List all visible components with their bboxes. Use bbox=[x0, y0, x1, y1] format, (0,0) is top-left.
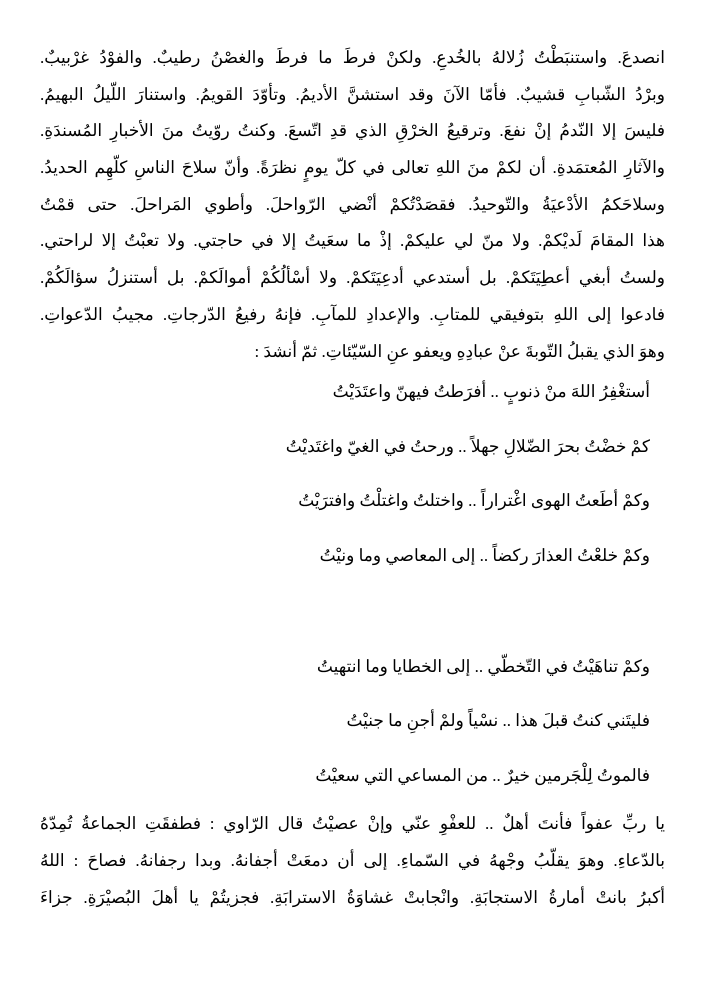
verse-line: كمْ خضْتُ بحرَ الضّلالِ جهلاً .. ورحتُ في الغيّ واغتَديْتُ bbox=[285, 436, 650, 456]
prose-line: فادعوا إلى اللهِ بتوفيقي للمتابِ. والإعدادِ للمآبِ. فإنهُ رفيعُ الدّرجاتِ. مجيبُ الدّعواتِ. bbox=[40, 304, 665, 324]
prose-line: بالدّعاءِ. وهوَ يقلّبُ وجْههُ في السّماءِ. إلى أن دمعَتْ أجفانهُ. وبدا رجفانهُ. فصاحَ : اللهُ bbox=[40, 851, 665, 871]
stanza-gap bbox=[40, 593, 665, 645]
verse-line: فليتَني كنتُ قبلَ هذا .. نسْياً ولمْ أجنِ ما جنيْتُ bbox=[346, 711, 650, 731]
prose-line: يا ربِّ عفواً فأنتَ أهلٌ .. للعفْوِ عنّي وإنْ عصيْتُ قال الرّاوي : فطفقَتِ الجماعةُ تُمِدّهُ bbox=[40, 814, 665, 834]
prose-paragraph-top bbox=[40, 40, 665, 370]
poem-stanza-1 bbox=[40, 374, 665, 592]
verse-line: وكمْ خلعْتُ العذارَ ركضاً .. إلى المعاصي وما ونيْتُ bbox=[319, 545, 650, 565]
document-page bbox=[40, 40, 665, 916]
prose-paragraph-bottom bbox=[40, 806, 665, 916]
prose-line: هذا المقامَ لَديْكمْ. ولا منّ لي عليكمْ. إذْ ما سعَيتُ إلا في حاجتي. ولا تعبْتُ إلا لراحتي. bbox=[40, 231, 665, 251]
prose-line: والآثارِ المُعتمَدةِ. أن لكمْ منَ اللهِ تعالى في كلّ يومٍ نظرَةً. وأنّ سلاحَ الناسِ كلّهِم الحديدُ. bbox=[40, 158, 665, 178]
verse-line: وكمْ تناهَيْتُ في التّخطّي .. إلى الخطايا وما انتهيتُ bbox=[316, 656, 650, 676]
verse-line: أستغْفِرُ اللهَ منْ ذنوبٍ .. أفرَطتُ فيهنّ واعتَدَيْتُ bbox=[332, 382, 650, 402]
poem-stanza-2 bbox=[40, 649, 665, 813]
prose-line: وهوَ الذي يقبلُ التّوبةَ عنْ عبادِهِ ويعفو عنِ السّيّئاتِ. ثمّ أنشدَ : bbox=[254, 341, 665, 361]
prose-line: انصدعَ. واستنبَطْتُ زُلالهُ بالخُدعِ. ولكنْ فرطَ ما فرطَ والغصْنُ رطيبٌ. والفوْدُ غرْبيبٌ. bbox=[40, 48, 665, 67]
verse-line: وكمْ أطَعتُ الهوى اغْتراراً .. واختلتُ واغتلْتُ وافترَيْتُ bbox=[298, 491, 650, 511]
prose-line: فليسَ إلا النّدمُ إنْ نفعَ. وترقيعُ الخرْقِ الذي قدِ اتّسعَ. وكنتُ روّيتُ منَ الأخبارِ المُسندَةِ. bbox=[40, 121, 665, 141]
verse-line: فالموتُ لِلْجَرمين خيرٌ .. من المساعي التي سعيْتُ bbox=[315, 765, 650, 785]
prose-line: وسلاحَكمُ الأدْعيَةُ والتّوحيدُ. فقصَدْتُكمْ أنْضي الرّواحلَ. وأطوي المَراحلَ. حتى قمْتُ bbox=[40, 194, 665, 214]
prose-line: أكبرُ بانتْ أمارةُ الاستجابَةِ. وانْجابتْ غشاوَةُ الاسترابَةِ. فجزيتُمْ يا أهلَ البُصيْرَةِ. جزاءَ bbox=[40, 887, 665, 907]
prose-line: وبرْدُ الشّبابِ قشيبٌ. فأمّا الآنَ وقد استشنَّ الأديمُ. وتأوّدَ القويمُ. واستنارَ اللّيلُ البهيمُ. bbox=[40, 84, 665, 104]
prose-line: ولستُ أبغي أعطِيَتَكمْ. بل أستدعي أدعِيَتَكمْ. ولا أسْألُكُمْ أموالَكمْ. بل أستنزلُ سؤالَكُمْ. bbox=[40, 268, 665, 288]
